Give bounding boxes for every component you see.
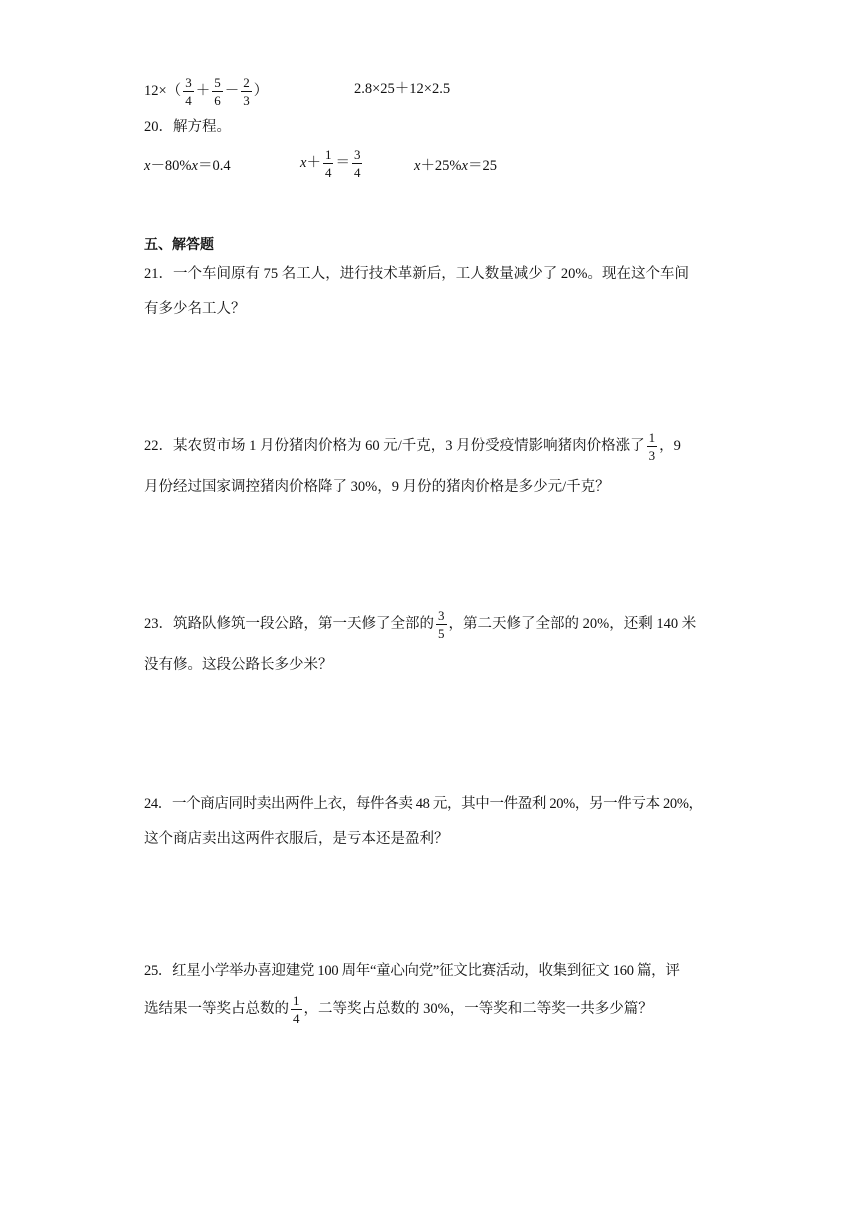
- section-heading: 五、解答题: [144, 237, 214, 253]
- expression-2: 2.8×25＋12×2.5: [354, 81, 451, 97]
- question-22-line-2: 月份经过国家调控猪肉价格降了 30%，9 月份的猪肉价格是多少元/千克？: [144, 479, 610, 495]
- fraction: $\frac{1}{4}$: [324, 147, 332, 180]
- question-24-line-2: 这个商店卖出这两件衣服后，是亏本还是盈利？: [144, 831, 449, 847]
- question-23-line-1: 23．筑路队修筑一段公路，第一天修了全部的 $\frac{3}{5}$ ，第二天修了全部的 20%，还剩 140 米: [144, 608, 697, 641]
- question-22-line-1: 22．某农贸市场 1 月份猪肉价格为 60 元/千克，3 月份受疫情影响猪肉价格涨了 $\frac{1}{3}$ ，9: [144, 430, 681, 463]
- question-21-line-1: 21．一个车间原有 75 名工人，进行技术革新后，工人数量减少了 20%。现在这个车间: [144, 266, 689, 282]
- question-25-line-2: 选结果一等奖占总数的 $\frac{1}{4}$ ，二等奖占总数的 30%，一等奖和二等奖一共多少篇？: [144, 993, 653, 1026]
- fraction: $\frac{3}{4}$: [353, 147, 361, 180]
- fraction: $\frac{5}{6}$: [214, 75, 221, 108]
- question-23-line-2: 没有修。这段公路长多少米？: [144, 657, 333, 673]
- question-21-line-2: 有多少名工人？: [144, 301, 246, 317]
- question-20-title: 20．解方程。: [144, 119, 231, 135]
- fraction: $\frac{3}{5}$: [438, 608, 445, 641]
- equation-2: x＋ $\frac{1}{4}$ ＝ $\frac{3}{4}$: [300, 147, 361, 180]
- expression-1: 12×（ $\frac{3}{4}$ ＋ $\frac{5}{6}$ － $\frac{2}{3}$ ）: [144, 75, 269, 108]
- fraction: $\frac{1}{3}$: [648, 430, 656, 463]
- equation-1: x－80%x＝0.4: [144, 158, 231, 174]
- fraction: $\frac{2}{3}$: [243, 75, 250, 108]
- expression-1-prefix: 12×（: [144, 82, 182, 99]
- fraction: $\frac{3}{4}$: [185, 75, 192, 108]
- equation-3: x＋25%x＝25: [414, 158, 497, 174]
- question-24-line-1: 24．一个商店同时卖出两件上衣，每件各卖 48 元，其中一件盈利 20%，另一件亏本 20%，: [144, 796, 703, 812]
- question-25-line-1: 25．红星小学举办喜迎建党 100 周年“童心向党”征文比赛活动，收集到征文 160 篇，评: [144, 963, 680, 979]
- fraction: $\frac{1}{4}$: [293, 993, 300, 1026]
